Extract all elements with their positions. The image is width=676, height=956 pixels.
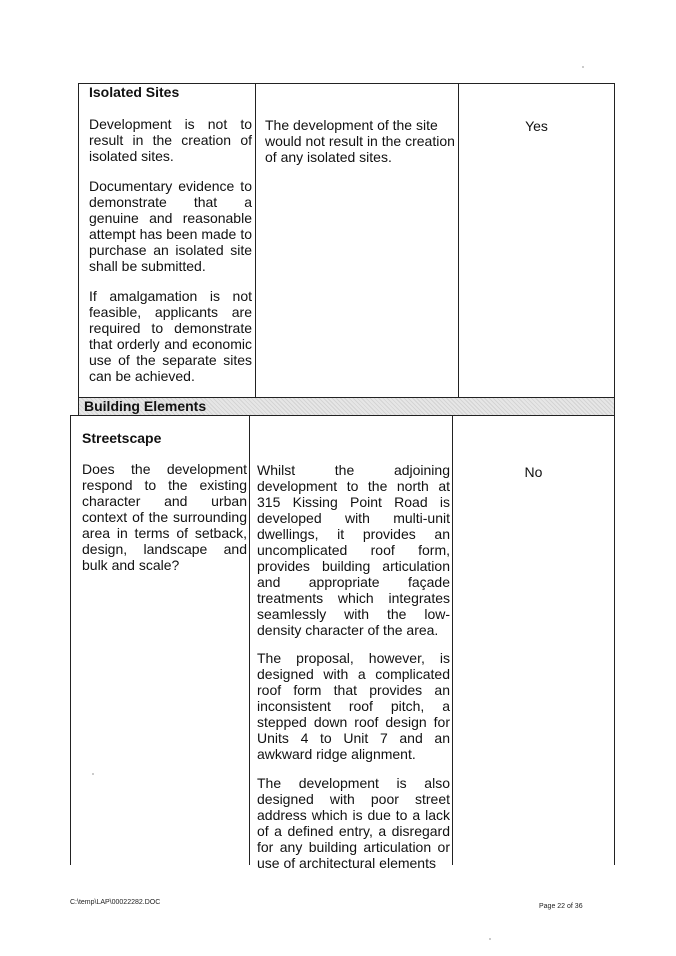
isolated-complies: Yes	[525, 118, 548, 134]
column-divider-1-upper	[255, 83, 256, 397]
building-elements-heading: Building Elements	[84, 398, 207, 414]
streetscape-assessment-para-2: The proposal, however, is designed with a complicated roof form that provides an inconsistent roof pitch, a stepped down roof design for Units 4 to Unit 7 and an awkward ridge alignment.	[257, 650, 450, 762]
scan-speck	[92, 773, 94, 775]
footer-page-number: Page 22 of 36	[539, 903, 583, 910]
band-bottom-border	[70, 415, 615, 416]
isolated-control-para-1: Development is not to result in the creation of isolated sites.	[89, 116, 252, 164]
streetscape-heading: Streetscape	[82, 430, 162, 446]
table-left-border-lower	[70, 415, 71, 865]
column-divider-2-lower	[452, 415, 453, 865]
isolated-sites-heading: Isolated Sites	[89, 84, 180, 100]
isolated-control-para-2: Documentary evidence to demonstrate that a genuine and reasonable attempt has been made to purchase an isolated site shall be submitted.	[89, 178, 252, 274]
footer-file-path: C:\temp\LAP\00022282.DOC	[70, 899, 161, 906]
streetscape-assessment-para-1: Whilst the adjoining development to the north at 315 Kissing Point Road is developed with multi-unit dwellings, it provides an uncomplicated roof form, provides building articulation and appropriate façade treatments which integrates seamlessly with the low-density character of the area.	[257, 462, 450, 638]
isolated-control-para-3: If amalgamation is not feasible, applicants are required to demonstrate that orderly and economic use of the separate sites can be achieved.	[89, 288, 252, 384]
streetscape-complies: No	[524, 464, 543, 480]
scan-speck	[582, 66, 584, 68]
table-left-border-upper	[78, 83, 79, 415]
column-divider-1-lower	[249, 415, 250, 865]
streetscape-assessment-para-3: The development is also designed with poor street address which is due to a lack of a defined entry, a disregard for any building articulation or use of architectural elements	[257, 775, 450, 871]
isolated-assessment: The development of the site would not result in the creation of any isolated sites.	[265, 117, 455, 165]
table-right-border	[614, 83, 615, 865]
scan-speck	[489, 938, 491, 940]
streetscape-control: Does the development respond to the existing character and urban context of the surrounding area in terms of setback, design, landscape and bulk and scale?	[82, 461, 247, 573]
